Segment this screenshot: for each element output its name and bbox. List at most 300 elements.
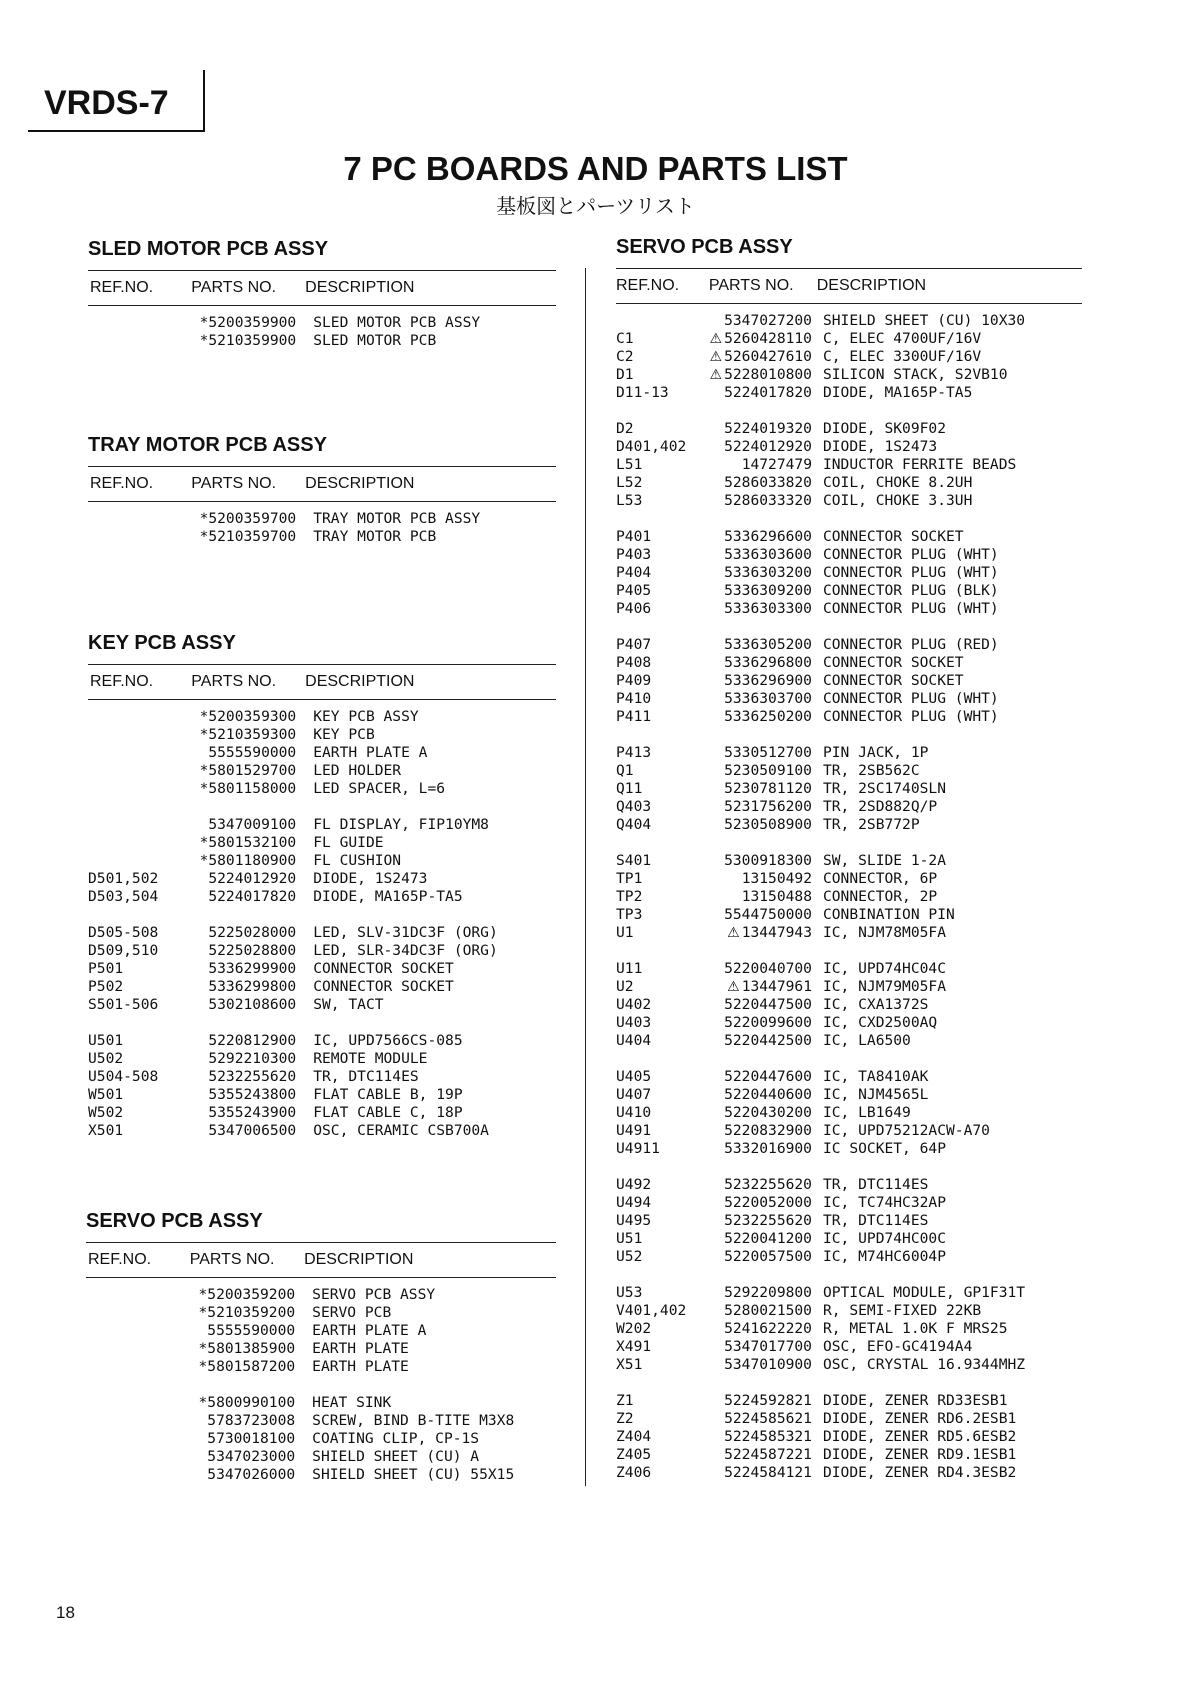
- part-number: 5347009100: [208, 816, 297, 833]
- description-cell: SERVO PCB ASSY: [312, 1286, 436, 1303]
- table-row: [616, 1284, 1082, 1302]
- table-header: [88, 270, 556, 306]
- description-cell: FLAT CABLE C, 18P: [313, 1104, 463, 1121]
- description-cell: SERVO PCB: [312, 1304, 392, 1321]
- ref-cell: P502: [88, 978, 124, 995]
- parts-rows: [88, 502, 556, 546]
- row-gap: [86, 1376, 556, 1394]
- table-row: [616, 636, 1082, 654]
- header-ref: REF.NO.: [88, 1251, 152, 1268]
- section-tray-motor: [88, 434, 556, 546]
- part-number-cell: [184, 1322, 295, 1340]
- part-number: 13150492: [741, 870, 812, 887]
- part-number: 5232255620: [724, 1212, 812, 1229]
- table-row: [616, 1122, 1082, 1140]
- header-parts: PARTS NO.: [191, 475, 277, 492]
- description-cell: CONNECTOR PLUG (WHT): [822, 690, 999, 707]
- table-row: [616, 366, 1082, 384]
- section-sled-motor: [88, 238, 556, 350]
- description-cell: TR, 2SD882Q/P: [822, 798, 938, 815]
- ref-cell: [86, 1430, 184, 1448]
- part-number-cell: [707, 780, 812, 798]
- part-number: 5200359900: [208, 314, 297, 331]
- asterisk-mark: *: [199, 726, 209, 743]
- part-number-cell: [707, 1302, 812, 1320]
- ref-cell: X51: [616, 1356, 643, 1373]
- part-number: 5241622220: [724, 1320, 812, 1337]
- ref-cell: P404: [616, 564, 652, 581]
- part-number-cell: [186, 852, 296, 870]
- part-number: 5355243900: [208, 1104, 297, 1121]
- header-ref: REF.NO.: [90, 475, 154, 492]
- part-number: 5336299800: [208, 978, 297, 995]
- table-row: [88, 744, 556, 762]
- ref-cell: U404: [616, 1032, 652, 1049]
- header-ref: REF.NO.: [90, 279, 154, 296]
- description-cell: DIODE, SK09F02: [822, 420, 946, 437]
- part-number: 5260427610: [724, 348, 812, 365]
- ref-cell: [86, 1448, 184, 1466]
- ref-cell: P403: [616, 546, 652, 563]
- description-cell: SW, TACT: [313, 996, 384, 1013]
- table-row: [616, 348, 1082, 366]
- part-number-cell: [186, 1104, 296, 1122]
- table-row: [616, 1248, 1082, 1266]
- part-number: 5801180900: [208, 852, 297, 869]
- table-row: [616, 1212, 1082, 1230]
- table-row: [616, 708, 1082, 726]
- description-cell: IC, NJM78M05FA: [822, 924, 946, 941]
- description-cell: INDUCTOR FERRITE BEADS: [822, 456, 1017, 473]
- table-row: [616, 906, 1082, 924]
- asterisk-mark: *: [199, 834, 209, 851]
- part-number-cell: [186, 996, 296, 1014]
- description-cell: DIODE, ZENER RD9.1ESB1: [822, 1446, 1017, 1463]
- description-cell: FL DISPLAY, FIP10YM8: [313, 816, 489, 833]
- part-number-cell: [184, 1340, 295, 1358]
- ref-cell: Z1: [616, 1392, 634, 1409]
- part-number-cell: [186, 978, 296, 996]
- ref-cell: [86, 1322, 184, 1340]
- table-row: [616, 1446, 1082, 1464]
- ref-cell: [86, 1412, 184, 1430]
- asterisk-mark: *: [199, 852, 209, 869]
- part-number-cell: [707, 1392, 812, 1410]
- ref-cell: [86, 1358, 184, 1376]
- ref-cell: U405: [616, 1068, 652, 1085]
- part-number-cell: [707, 708, 812, 726]
- part-number-cell: [707, 1014, 812, 1032]
- description-cell: TR, 2SB562C: [822, 762, 920, 779]
- description-cell: LED, SLR-34DC3F (ORG): [313, 942, 498, 959]
- table-row: [616, 1320, 1082, 1338]
- part-number-cell: [184, 1286, 295, 1304]
- description-cell: TR, 2SB772P: [822, 816, 920, 833]
- part-number: 5232255620: [724, 1176, 812, 1193]
- table-row: [88, 1068, 556, 1086]
- part-number-cell: [707, 456, 812, 474]
- part-number-cell: [186, 762, 296, 780]
- ref-cell: U410: [616, 1104, 652, 1121]
- part-number: 5302108600: [208, 996, 297, 1013]
- table-row: [88, 708, 556, 726]
- asterisk-mark: *: [199, 780, 209, 797]
- part-number: 5224012920: [724, 438, 812, 455]
- table-row: [616, 546, 1082, 564]
- description-cell: CONNECTOR SOCKET: [822, 654, 964, 671]
- table-header: [616, 268, 1082, 304]
- row-gap: [616, 726, 1082, 744]
- description-cell: OSC, CRYSTAL 16.9344MHZ: [822, 1356, 1026, 1373]
- row-gap: [616, 1266, 1082, 1284]
- description-cell: IC, LA6500: [822, 1032, 911, 1049]
- row-gap: [88, 906, 556, 924]
- table-row: [88, 816, 556, 834]
- header-description: DESCRIPTION: [305, 279, 415, 296]
- description-cell: R, SEMI-FIXED 22KB: [822, 1302, 982, 1319]
- ref-cell: P410: [616, 690, 652, 707]
- ref-cell: W202: [616, 1320, 652, 1337]
- description-cell: TRAY MOTOR PCB ASSY: [313, 510, 481, 527]
- part-number: 5336303600: [724, 546, 812, 563]
- table-header: [88, 664, 556, 700]
- table-row: [616, 1302, 1082, 1320]
- part-number-cell: [186, 708, 296, 726]
- part-number-cell: [707, 1356, 812, 1374]
- part-number: 5347006500: [208, 1122, 297, 1139]
- ref-cell: U495: [616, 1212, 652, 1229]
- asterisk-mark: *: [198, 1304, 208, 1321]
- part-number-cell: [707, 816, 812, 834]
- description-cell: CONNECTOR SOCKET: [822, 528, 964, 545]
- description-cell: IC, CXD2500AQ: [822, 1014, 938, 1031]
- part-number-cell: [707, 798, 812, 816]
- ref-cell: P401: [616, 528, 652, 545]
- description-cell: IC, TA8410AK: [822, 1068, 929, 1085]
- table-row: [86, 1394, 556, 1412]
- part-number-cell: [186, 1050, 296, 1068]
- part-number-cell: [707, 1140, 812, 1158]
- ref-cell: U492: [616, 1176, 652, 1193]
- part-number-cell: [707, 654, 812, 672]
- part-number: 5355243800: [208, 1086, 297, 1103]
- description-cell: IC, UPD74HC00C: [822, 1230, 946, 1247]
- part-number-cell: [707, 636, 812, 654]
- table-row: [616, 1086, 1082, 1104]
- part-number: 5801587200: [207, 1358, 296, 1375]
- ref-cell: [88, 762, 186, 780]
- part-number-cell: [707, 1338, 812, 1356]
- part-number: 5555590000: [208, 744, 297, 761]
- description-cell: IC, LB1649: [822, 1104, 911, 1121]
- ref-cell: [88, 726, 186, 744]
- description-cell: LED, SLV-31DC3F (ORG): [313, 924, 498, 941]
- ref-cell: Q404: [616, 816, 652, 833]
- column-divider: [585, 268, 586, 1486]
- ref-cell: C1: [616, 330, 634, 347]
- description-cell: TR, DTC114ES: [822, 1176, 929, 1193]
- part-number-cell: [707, 906, 812, 924]
- row-gap: [616, 402, 1082, 420]
- part-number: 5286033320: [724, 492, 812, 509]
- part-number: 5280021500: [724, 1302, 812, 1319]
- table-row: [88, 510, 556, 528]
- part-number-cell: [184, 1394, 295, 1412]
- ref-cell: [88, 744, 186, 762]
- table-row: [88, 1050, 556, 1068]
- part-number-cell: [707, 924, 812, 942]
- part-number: 5555590000: [207, 1322, 296, 1339]
- part-number: 5336250200: [724, 708, 812, 725]
- part-number-cell: [707, 1248, 812, 1266]
- ref-cell: Q11: [616, 780, 643, 797]
- model-rule-vertical: [203, 70, 205, 132]
- ref-cell: TP3: [616, 906, 643, 923]
- description-cell: CONNECTOR SOCKET: [822, 672, 964, 689]
- ref-cell: P411: [616, 708, 652, 725]
- part-number: 5200359200: [207, 1286, 296, 1303]
- part-number: 5336309200: [724, 582, 812, 599]
- part-number: 5225028800: [208, 942, 297, 959]
- part-number-cell: [707, 1410, 812, 1428]
- description-cell: KEY PCB: [313, 726, 375, 743]
- part-number: 5800990100: [207, 1394, 296, 1411]
- description-cell: TR, DTC114ES: [822, 1212, 929, 1229]
- description-cell: DIODE, ZENER RD4.3ESB2: [822, 1464, 1017, 1481]
- part-number: 5300918300: [724, 852, 812, 869]
- ref-cell: [86, 1304, 184, 1322]
- part-number: 5730018100: [207, 1430, 296, 1447]
- part-number-cell: [707, 546, 812, 564]
- part-number: 13447961: [741, 978, 812, 995]
- part-number: 5230509100: [724, 762, 812, 779]
- table-row: [616, 1140, 1082, 1158]
- ref-cell: D505-508: [88, 924, 159, 941]
- table-row: [616, 384, 1082, 402]
- ref-cell: TP2: [616, 888, 643, 905]
- table-row: [616, 870, 1082, 888]
- ref-cell: L53: [616, 492, 643, 509]
- warning-triangle-icon: ⚠: [709, 349, 723, 365]
- ref-cell: U51: [616, 1230, 643, 1247]
- part-number: 5336303300: [724, 600, 812, 617]
- description-cell: IC SOCKET, 64P: [822, 1140, 946, 1157]
- table-row: [86, 1466, 556, 1484]
- part-number-cell: [186, 1032, 296, 1050]
- part-number: 5220440600: [724, 1086, 812, 1103]
- part-number-cell: [186, 332, 296, 350]
- header-ref: REF.NO.: [90, 673, 154, 690]
- description-cell: DIODE, ZENER RD5.6ESB2: [822, 1428, 1017, 1445]
- part-number-cell: [707, 384, 812, 402]
- ref-cell: [88, 780, 186, 798]
- warning-triangle-icon: ⚠: [709, 331, 723, 347]
- ref-cell: U501: [88, 1032, 124, 1049]
- ref-cell: U502: [88, 1050, 124, 1067]
- table-row: [616, 1392, 1082, 1410]
- table-row: [86, 1304, 556, 1322]
- ref-cell: Z406: [616, 1464, 652, 1481]
- table-row: [88, 996, 556, 1014]
- part-number: 5801529700: [208, 762, 297, 779]
- part-number: 5336296600: [724, 528, 812, 545]
- part-number: 5230781120: [724, 780, 812, 797]
- description-cell: CONNECTOR PLUG (BLK): [822, 582, 999, 599]
- table-row: [616, 1014, 1082, 1032]
- description-cell: CONBINATION PIN: [822, 906, 955, 923]
- part-number: 5292210300: [208, 1050, 297, 1067]
- table-row: [616, 1032, 1082, 1050]
- description-cell: CONNECTOR PLUG (WHT): [822, 546, 999, 563]
- asterisk-mark: *: [199, 510, 209, 527]
- ref-cell: [88, 816, 186, 834]
- part-number-cell: [186, 888, 296, 906]
- description-cell: DIODE, ZENER RD6.2ESB1: [822, 1410, 1017, 1427]
- row-gap: [88, 798, 556, 816]
- part-number: 5783723008: [207, 1412, 296, 1429]
- description-cell: IC, UPD75212ACW-A70: [822, 1122, 990, 1139]
- part-number: 5347010900: [724, 1356, 812, 1373]
- part-number: 5225028000: [208, 924, 297, 941]
- part-number: 5801532100: [208, 834, 297, 851]
- part-number: 13447943: [741, 924, 812, 941]
- row-gap: [616, 1374, 1082, 1392]
- ref-cell: P407: [616, 636, 652, 653]
- table-row: [616, 654, 1082, 672]
- part-number-cell: [707, 1446, 812, 1464]
- description-cell: IC, NJM4565L: [822, 1086, 929, 1103]
- description-cell: PIN JACK, 1P: [822, 744, 929, 761]
- part-number-cell: [707, 1212, 812, 1230]
- table-row: [88, 314, 556, 332]
- part-number-cell: [707, 492, 812, 510]
- table-row: [616, 762, 1082, 780]
- part-number: 5210359900: [208, 332, 297, 349]
- part-number: 5220832900: [724, 1122, 812, 1139]
- description-cell: OSC, EFO-GC4194A4: [822, 1338, 973, 1355]
- description-cell: SHIELD SHEET (CU) A: [312, 1448, 480, 1465]
- table-row: [88, 780, 556, 798]
- description-cell: CONNECTOR PLUG (WHT): [822, 564, 999, 581]
- part-number: 5228010800: [724, 366, 812, 383]
- table-header: [88, 466, 556, 502]
- table-row: [616, 582, 1082, 600]
- ref-cell: C2: [616, 348, 634, 365]
- row-gap: [616, 834, 1082, 852]
- model-rule-horizontal: [28, 130, 205, 132]
- part-number: 5292209800: [724, 1284, 812, 1301]
- table-row: [616, 978, 1082, 996]
- table-row: [616, 780, 1082, 798]
- section-title: SERVO PCB ASSY: [616, 236, 793, 258]
- description-cell: LED HOLDER: [313, 762, 402, 779]
- ref-cell: U403: [616, 1014, 652, 1031]
- part-number-cell: [707, 996, 812, 1014]
- part-number: 5220041200: [724, 1230, 812, 1247]
- table-row: [616, 1230, 1082, 1248]
- table-row: [88, 942, 556, 960]
- part-number-cell: [707, 762, 812, 780]
- ref-cell: U52: [616, 1248, 643, 1265]
- table-row: [88, 1086, 556, 1104]
- description-cell: SLED MOTOR PCB: [313, 332, 437, 349]
- part-number: 5224017820: [724, 384, 812, 401]
- description-cell: HEAT SINK: [312, 1394, 392, 1411]
- description-cell: DIODE, MA165P-TA5: [313, 888, 463, 905]
- table-row: [616, 690, 1082, 708]
- table-row: [616, 1356, 1082, 1374]
- ref-cell: [616, 312, 707, 330]
- ref-cell: D11-13: [616, 384, 669, 401]
- ref-cell: [86, 1340, 184, 1358]
- section-servo-right: [616, 236, 1082, 1482]
- description-cell: KEY PCB ASSY: [313, 708, 419, 725]
- part-number-cell: [707, 1194, 812, 1212]
- ref-cell: Q1: [616, 762, 634, 779]
- description-cell: LED SPACER, L=6: [313, 780, 446, 797]
- part-number: 5224585321: [724, 1428, 812, 1445]
- part-number: 5330512700: [724, 744, 812, 761]
- warning-triangle-icon: ⚠: [727, 979, 740, 995]
- description-cell: DIODE, MA165P-TA5: [822, 384, 973, 401]
- ref-cell: P406: [616, 600, 652, 617]
- table-row: [88, 1104, 556, 1122]
- part-number-cell: [707, 978, 812, 996]
- table-row: [86, 1430, 556, 1448]
- part-number: 5224585621: [724, 1410, 812, 1427]
- part-number: 5347026000: [207, 1466, 296, 1483]
- ref-cell: U2: [616, 978, 634, 995]
- part-number-cell: [184, 1448, 295, 1466]
- part-number-cell: [707, 1230, 812, 1248]
- description-cell: CONNECTOR PLUG (WHT): [822, 600, 999, 617]
- description-cell: CONNECTOR, 2P: [822, 888, 938, 905]
- description-cell: EARTH PLATE: [312, 1340, 409, 1357]
- ref-cell: Q403: [616, 798, 652, 815]
- header-description: DESCRIPTION: [816, 277, 927, 294]
- description-cell: CONNECTOR SOCKET: [313, 978, 454, 995]
- ref-cell: U491: [616, 1122, 652, 1139]
- description-cell: TR, 2SC1740SLN: [822, 780, 946, 797]
- section-key-pcb: [88, 632, 556, 1140]
- part-number-cell: [184, 1304, 295, 1322]
- table-row: [616, 1428, 1082, 1446]
- part-number: 5224012920: [208, 870, 297, 887]
- table-row: [88, 726, 556, 744]
- part-number: 5220099600: [724, 1014, 812, 1031]
- part-number: 5347027200: [724, 312, 812, 329]
- description-cell: COATING CLIP, CP-1S: [312, 1430, 480, 1447]
- parts-rows: [88, 306, 556, 350]
- description-cell: DIODE, 1S2473: [822, 438, 938, 455]
- part-number: 5260428110: [724, 330, 812, 347]
- part-number-cell: [707, 852, 812, 870]
- ref-cell: D2: [616, 420, 634, 437]
- part-number-cell: [707, 366, 812, 384]
- ref-cell: X491: [616, 1338, 652, 1355]
- ref-cell: P413: [616, 744, 652, 761]
- asterisk-mark: *: [198, 1286, 208, 1303]
- part-number-cell: [707, 1032, 812, 1050]
- part-number-cell: [707, 420, 812, 438]
- part-number-cell: [186, 834, 296, 852]
- part-number-cell: [707, 1104, 812, 1122]
- warning-triangle-icon: ⚠: [709, 367, 723, 383]
- part-number-cell: [707, 438, 812, 456]
- header-parts: PARTS NO.: [191, 279, 277, 296]
- part-number: 5224017820: [208, 888, 297, 905]
- header-description: DESCRIPTION: [305, 673, 415, 690]
